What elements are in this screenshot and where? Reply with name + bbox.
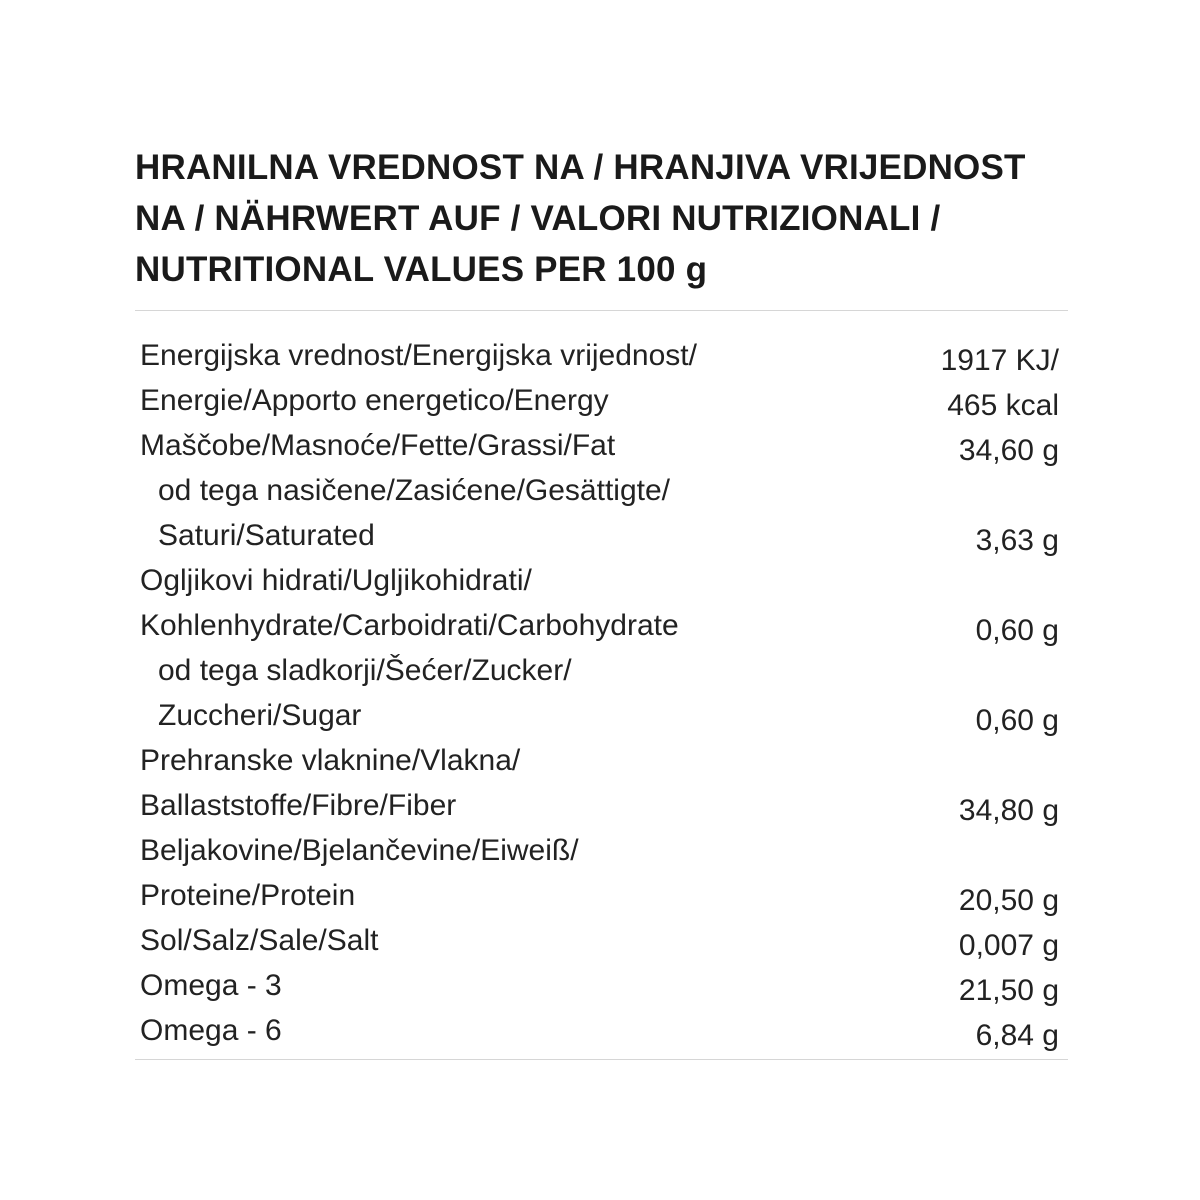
nutrient-label bbox=[140, 918, 378, 963]
nutrient-label-line: Saturi/Saturated bbox=[158, 519, 375, 552]
nutrient-label-line: Ballaststoffe/Fibre/Fiber bbox=[140, 789, 457, 822]
nutrient-value-line: 34,60 g bbox=[958, 434, 1059, 467]
nutrient-label bbox=[140, 468, 670, 558]
nutrient-value bbox=[959, 968, 1059, 1013]
nutrient-label-line: Beljakovine/Bjelančevine/Eiweiß/ bbox=[140, 834, 579, 867]
nutrient-value-line: 6,84 g bbox=[975, 1019, 1059, 1052]
nutrition-title bbox=[135, 142, 1068, 295]
nutrient-label-line: od tega nasičene/Zasićene/Gesättigte/ bbox=[158, 474, 670, 507]
nutrient-value bbox=[976, 518, 1059, 563]
nutrient-label-line: Omega - 6 bbox=[140, 1014, 282, 1047]
nutrition-panel bbox=[135, 142, 1068, 1060]
nutrient-row-omega-6 bbox=[135, 1008, 1068, 1053]
nutrient-row-sugar bbox=[135, 648, 1068, 738]
nutrient-label bbox=[140, 648, 572, 738]
nutrient-label-line: Proteine/Protein bbox=[140, 879, 356, 912]
nutrient-row-carbohydrate bbox=[135, 558, 1068, 648]
nutrient-label-line: Omega - 3 bbox=[140, 969, 282, 1002]
nutrient-value-line: 21,50 g bbox=[958, 974, 1059, 1007]
nutrient-row-fiber bbox=[135, 738, 1068, 828]
nutrient-value-line: 3,63 g bbox=[975, 524, 1059, 557]
bottom-divider bbox=[135, 1059, 1068, 1060]
nutrient-label-line: Ogljikovi hidrati/Ugljikohidrati/ bbox=[140, 564, 532, 597]
nutrient-value-line: 1917 KJ/ bbox=[940, 344, 1059, 377]
nutrient-label bbox=[140, 333, 697, 423]
nutrient-label bbox=[140, 963, 282, 1008]
nutrient-label bbox=[140, 738, 520, 828]
nutrient-label-line: Prehranske vlaknine/Vlakna/ bbox=[140, 744, 521, 777]
nutrient-row-omega-3 bbox=[135, 963, 1068, 1008]
nutrient-label bbox=[140, 558, 679, 648]
nutrient-value-line: 20,50 g bbox=[958, 884, 1059, 917]
nutrient-label bbox=[140, 1008, 282, 1053]
nutrient-value bbox=[941, 338, 1059, 428]
nutrient-row-fat bbox=[135, 423, 1068, 468]
nutrient-value-line: 465 kcal bbox=[947, 389, 1059, 422]
nutrient-row-salt bbox=[135, 918, 1068, 963]
nutrient-value-line: 34,80 g bbox=[958, 794, 1059, 827]
nutrient-label-line: Sol/Salz/Sale/Salt bbox=[140, 924, 379, 957]
nutrient-value-line: 0,007 g bbox=[958, 929, 1059, 962]
nutrient-label bbox=[140, 423, 615, 468]
nutrient-label-line: Zuccheri/Sugar bbox=[158, 699, 362, 732]
nutrient-label-line: od tega sladkorji/Šećer/Zucker/ bbox=[158, 654, 572, 687]
nutrient-value-line: 0,60 g bbox=[975, 704, 1059, 737]
nutrition-table bbox=[135, 311, 1068, 1059]
nutrient-value bbox=[959, 878, 1059, 923]
nutrient-value bbox=[959, 428, 1059, 473]
nutrient-row-protein bbox=[135, 828, 1068, 918]
nutrient-value bbox=[959, 923, 1059, 968]
nutrient-label-line: Energijska vrednost/Energijska vrijednost/ bbox=[140, 339, 697, 372]
title-line: HRANILNA VREDNOST NA / HRANJIVA VRIJEDNOST bbox=[135, 148, 1026, 187]
nutrient-row-energy bbox=[135, 333, 1068, 423]
nutrient-row-saturated bbox=[135, 468, 1068, 558]
nutrient-label-line: Maščobe/Masnoće/Fette/Grassi/Fat bbox=[140, 429, 616, 462]
nutrient-label-line: Energie/Apporto energetico/Energy bbox=[140, 384, 609, 417]
nutrient-value bbox=[976, 698, 1059, 743]
nutrient-value-line: 0,60 g bbox=[975, 614, 1059, 647]
title-line: NUTRITIONAL VALUES PER 100 g bbox=[135, 250, 708, 289]
nutrient-value bbox=[976, 608, 1059, 653]
nutrient-value bbox=[976, 1013, 1059, 1058]
nutrient-label bbox=[140, 828, 579, 918]
nutrient-value bbox=[959, 788, 1059, 833]
title-line: NA / NÄHRWERT AUF / VALORI NUTRIZIONALI / bbox=[135, 199, 941, 238]
nutrient-label-line: Kohlenhydrate/Carboidrati/Carbohydrate bbox=[140, 609, 679, 642]
